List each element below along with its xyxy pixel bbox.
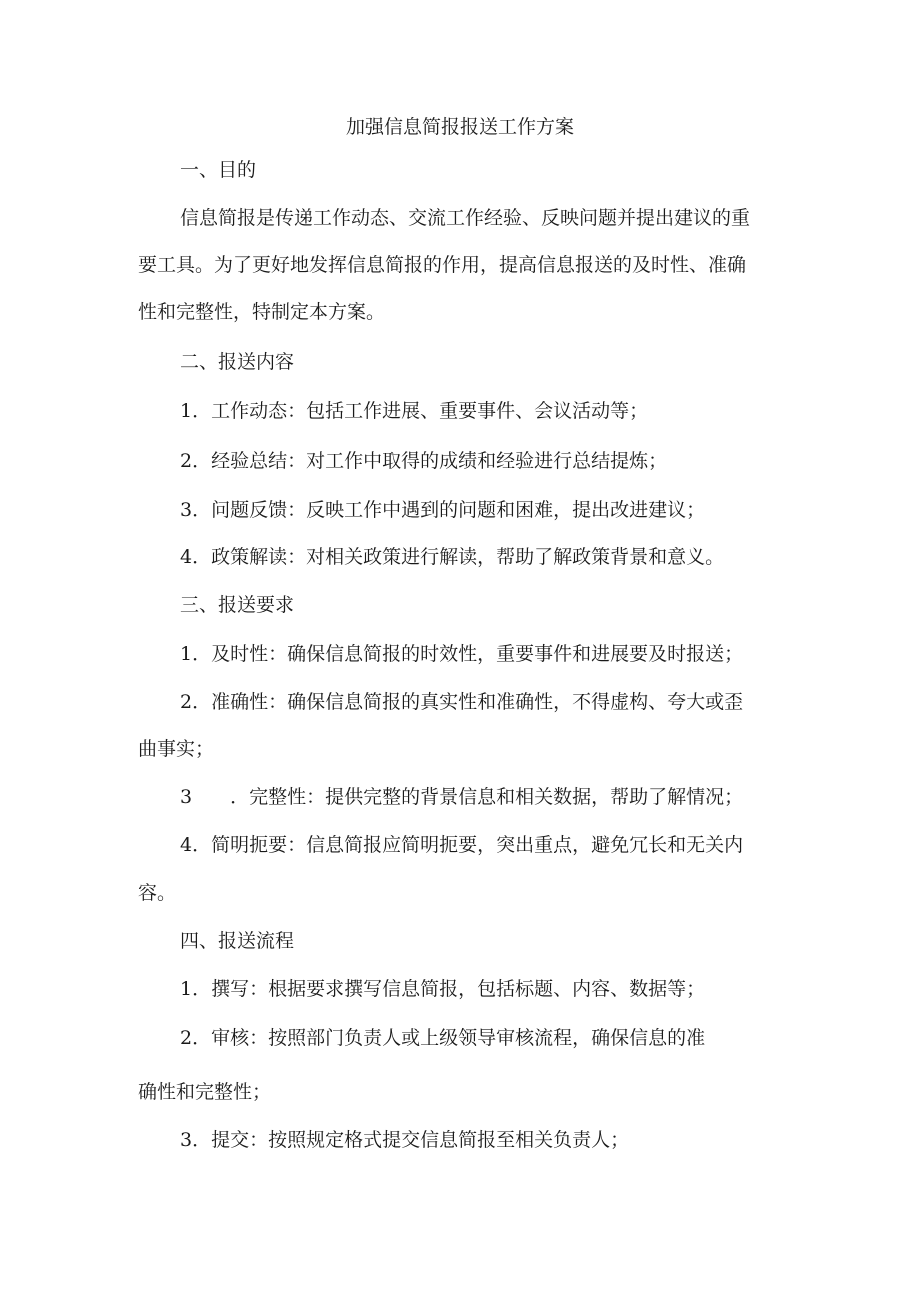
section-heading: 四、报送流程	[180, 930, 295, 952]
list-item: 1．撰写：根据要求撰写信息简报，包括标题、内容、数据等；	[180, 978, 706, 1000]
list-item: 3．提交：按照规定格式提交信息简报至相关负责人；	[180, 1129, 630, 1151]
list-item: 2．准确性：确保信息简报的真实性和准确性，不得虚构、夸大或歪	[180, 691, 744, 713]
paragraph-line: 确性和完整性；	[138, 1081, 272, 1103]
list-item: 2．审核：按照部门负责人或上级领导审核流程，确保信息的准	[180, 1027, 706, 1049]
section-heading: 二、报送内容	[180, 351, 295, 373]
paragraph-line: 曲事实；	[138, 738, 215, 760]
list-item: 4．简明扼要：信息简报应简明扼要，突出重点，避免冗长和无关内	[180, 834, 744, 856]
list-item: 4．政策解读：对相关政策进行解读，帮助了解政策背景和意义。	[180, 546, 725, 568]
section-heading: 一、目的	[180, 159, 257, 181]
list-item: 3 ．完整性：提供完整的背景信息和相关数据，帮助了解情况；	[180, 786, 744, 808]
paragraph-line: 要工具。为了更好地发挥信息简报的作用，提高信息报送的及时性、准确	[138, 254, 747, 276]
list-item: 1．及时性：确保信息简报的时效性，重要事件和进展要及时报送；	[180, 643, 744, 665]
list-item: 1．工作动态：包括工作进展、重要事件、会议活动等；	[180, 400, 649, 422]
document-title: 加强信息简报报送工作方案	[345, 116, 574, 138]
paragraph-line: 容。	[138, 882, 177, 904]
list-item: 3．问题反馈：反映工作中遇到的问题和困难，提出改进建议；	[180, 499, 706, 521]
paragraph-line: 信息简报是传递工作动态、交流工作经验、反映问题并提出建议的重	[180, 207, 751, 229]
list-item: 2．经验总结：对工作中取得的成绩和经验进行总结提炼；	[180, 450, 668, 472]
section-heading: 三、报送要求	[180, 594, 295, 616]
paragraph-line: 性和完整性，特制定本方案。	[138, 301, 386, 323]
